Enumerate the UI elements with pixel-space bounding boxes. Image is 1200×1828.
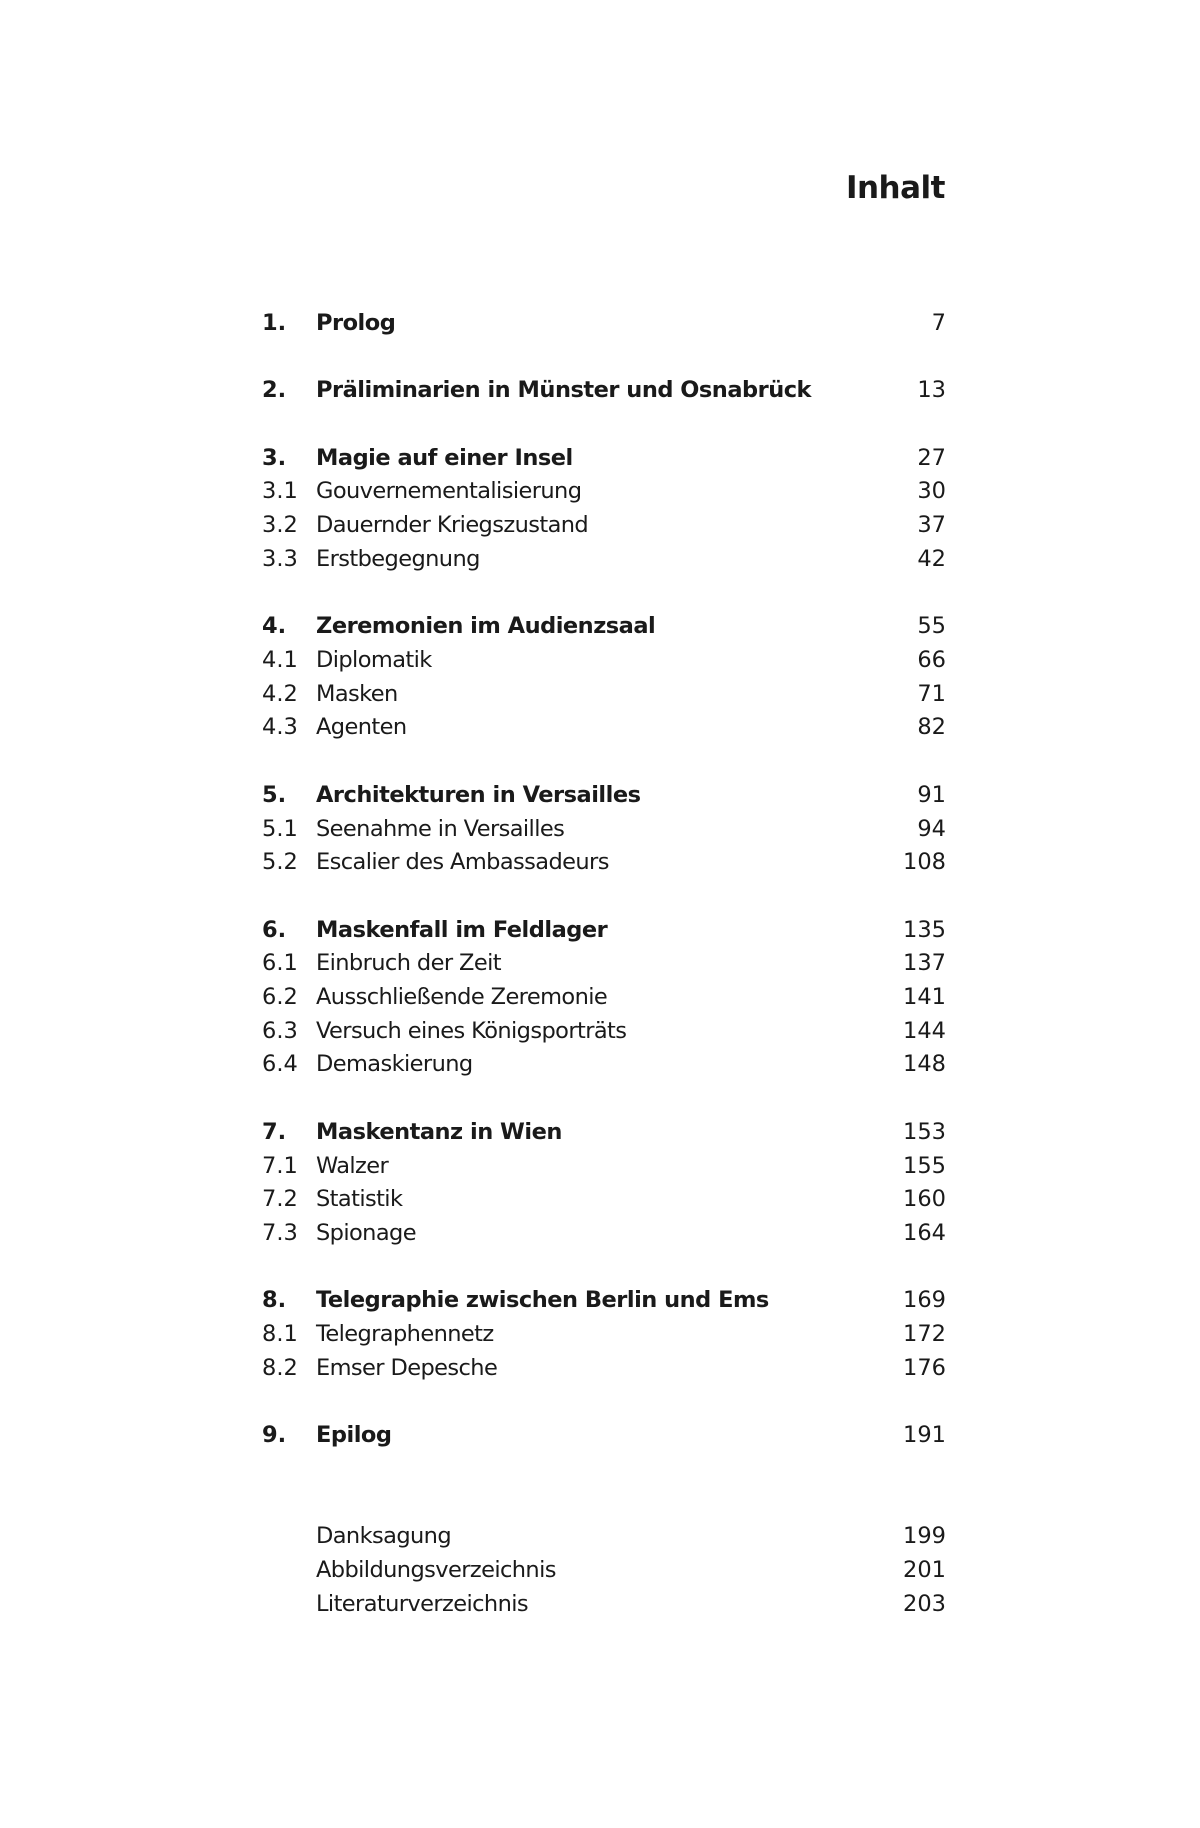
- entry-page-number: 155: [903, 1153, 946, 1179]
- toc-section-entry[interactable]: [262, 1317, 946, 1351]
- entry-page-number: 42: [917, 546, 946, 572]
- toc-chapter-entry[interactable]: [262, 1418, 946, 1452]
- entry-number: 4.3: [262, 714, 298, 740]
- toc-section-entry[interactable]: [262, 474, 946, 508]
- toc-section-entry[interactable]: [262, 1182, 946, 1216]
- entry-title: Versuch eines Königsporträts: [316, 1018, 627, 1044]
- entry-page-number: 153: [903, 1119, 946, 1145]
- entry-title: Walzer: [316, 1153, 389, 1179]
- entry-title: Erstbegegnung: [316, 546, 480, 572]
- entry-page-number: 203: [903, 1591, 946, 1617]
- entry-number: 3.: [262, 445, 287, 471]
- entry-title: Danksagung: [316, 1523, 451, 1549]
- page-title: Inhalt: [845, 170, 945, 206]
- entry-number: 5.2: [262, 849, 298, 875]
- entry-page-number: 71: [917, 681, 946, 707]
- entry-number: 7.3: [262, 1220, 298, 1246]
- entry-number: 8.: [262, 1287, 287, 1313]
- entry-number: 9.: [262, 1422, 287, 1448]
- entry-title: Dauernder Kriegszustand: [316, 512, 589, 538]
- entry-page-number: 148: [903, 1051, 946, 1077]
- toc-section-entry[interactable]: [262, 1047, 946, 1081]
- entry-number: 4.: [262, 613, 287, 639]
- entry-number: 3.2: [262, 512, 298, 538]
- entry-title: Abbildungsverzeichnis: [316, 1557, 556, 1583]
- entry-title: Architekturen in Versailles: [316, 782, 641, 808]
- entry-number: 7.1: [262, 1153, 298, 1179]
- entry-number: 6.2: [262, 984, 298, 1010]
- toc-section-entry[interactable]: [262, 845, 946, 879]
- toc-section-entry[interactable]: [262, 643, 946, 677]
- entry-number: 5.: [262, 782, 287, 808]
- entry-page-number: 164: [903, 1220, 946, 1246]
- entry-page-number: 94: [917, 816, 946, 842]
- toc-backmatter-entry[interactable]: [262, 1587, 946, 1621]
- entry-title: Einbruch der Zeit: [316, 950, 501, 976]
- entry-title: Escalier des Ambassadeurs: [316, 849, 609, 875]
- entry-page-number: 137: [903, 950, 946, 976]
- entry-title: Agenten: [316, 714, 407, 740]
- entry-title: Statistik: [316, 1186, 403, 1212]
- entry-page-number: 108: [903, 849, 946, 875]
- toc-section-entry[interactable]: [262, 542, 946, 576]
- entry-page-number: 7: [931, 310, 946, 336]
- entry-page-number: 199: [903, 1523, 946, 1549]
- entry-page-number: 176: [903, 1355, 946, 1381]
- entry-page-number: 13: [917, 377, 946, 403]
- entry-number: 3.1: [262, 478, 298, 504]
- entry-page-number: 201: [903, 1557, 946, 1583]
- entry-title: Masken: [316, 681, 398, 707]
- entry-page-number: 160: [903, 1186, 946, 1212]
- entry-number: 4.1: [262, 647, 298, 673]
- entry-title: Epilog: [316, 1422, 392, 1448]
- entry-number: 7.: [262, 1119, 287, 1145]
- entry-number: 5.1: [262, 816, 298, 842]
- toc-chapter-entry[interactable]: [262, 306, 946, 340]
- entry-page-number: 135: [903, 917, 946, 943]
- entry-number: 6.: [262, 917, 287, 943]
- entry-page-number: 191: [903, 1422, 946, 1448]
- toc-backmatter-entry[interactable]: [262, 1553, 946, 1587]
- entry-title: Emser Depesche: [316, 1355, 498, 1381]
- entry-title: Maskentanz in Wien: [316, 1119, 562, 1145]
- toc-section-entry[interactable]: [262, 980, 946, 1014]
- toc-section-entry[interactable]: [262, 812, 946, 846]
- entry-title: Literaturverzeichnis: [316, 1591, 529, 1617]
- toc-backmatter-entry[interactable]: [262, 1519, 946, 1553]
- entry-number: 6.1: [262, 950, 298, 976]
- entry-title: Demaskierung: [316, 1051, 473, 1077]
- entry-page-number: 169: [903, 1287, 946, 1313]
- toc-chapter-entry[interactable]: [262, 1115, 946, 1149]
- entry-title: Gouvernementalisierung: [316, 478, 582, 504]
- toc-section-entry[interactable]: [262, 946, 946, 980]
- toc-section-entry[interactable]: [262, 1014, 946, 1048]
- entry-title: Seenahme in Versailles: [316, 816, 565, 842]
- entry-page-number: 141: [903, 984, 946, 1010]
- entry-number: 3.3: [262, 546, 298, 572]
- entry-title: Spionage: [316, 1220, 416, 1246]
- toc-chapter-entry[interactable]: [262, 609, 946, 643]
- toc-section-entry[interactable]: [262, 677, 946, 711]
- entry-page-number: 144: [903, 1018, 946, 1044]
- toc-chapter-entry[interactable]: [262, 373, 946, 407]
- entry-page-number: 27: [917, 445, 946, 471]
- entry-page-number: 66: [917, 647, 946, 673]
- entry-number: 8.1: [262, 1321, 298, 1347]
- entry-number: 6.3: [262, 1018, 298, 1044]
- entry-number: 7.2: [262, 1186, 298, 1212]
- entry-number: 4.2: [262, 681, 298, 707]
- toc-section-entry[interactable]: [262, 1149, 946, 1183]
- entry-number: 8.2: [262, 1355, 298, 1381]
- entry-title: Ausschließende Zeremonie: [316, 984, 608, 1010]
- entry-number: 1.: [262, 310, 287, 336]
- toc-chapter-entry[interactable]: [262, 913, 946, 947]
- entry-page-number: 172: [903, 1321, 946, 1347]
- toc-chapter-entry[interactable]: [262, 778, 946, 812]
- entry-title: Diplomatik: [316, 647, 432, 673]
- toc-section-entry[interactable]: [262, 1216, 946, 1250]
- entry-number: 2.: [262, 377, 287, 403]
- toc-chapter-entry[interactable]: [262, 441, 946, 475]
- entry-page-number: 91: [917, 782, 946, 808]
- entry-title: Telegraphie zwischen Berlin und Ems: [316, 1287, 769, 1313]
- entry-page-number: 37: [917, 512, 946, 538]
- toc-section-entry[interactable]: [262, 1351, 946, 1385]
- toc-chapter-entry[interactable]: [262, 1283, 946, 1317]
- entry-page-number: 82: [917, 714, 946, 740]
- entry-title: Telegraphennetz: [316, 1321, 494, 1347]
- toc-section-entry[interactable]: [262, 710, 946, 744]
- entry-title: Magie auf einer Insel: [316, 445, 573, 471]
- entry-page-number: 55: [917, 613, 946, 639]
- entry-title: Prolog: [316, 310, 396, 336]
- entry-title: Maskenfall im Feldlager: [316, 917, 608, 943]
- toc-section-entry[interactable]: [262, 508, 946, 542]
- entry-title: Zeremonien im Audienzsaal: [316, 613, 656, 639]
- entry-number: 6.4: [262, 1051, 298, 1077]
- entry-title: Präliminarien in Münster und Osnabrück: [316, 377, 812, 403]
- entry-page-number: 30: [917, 478, 946, 504]
